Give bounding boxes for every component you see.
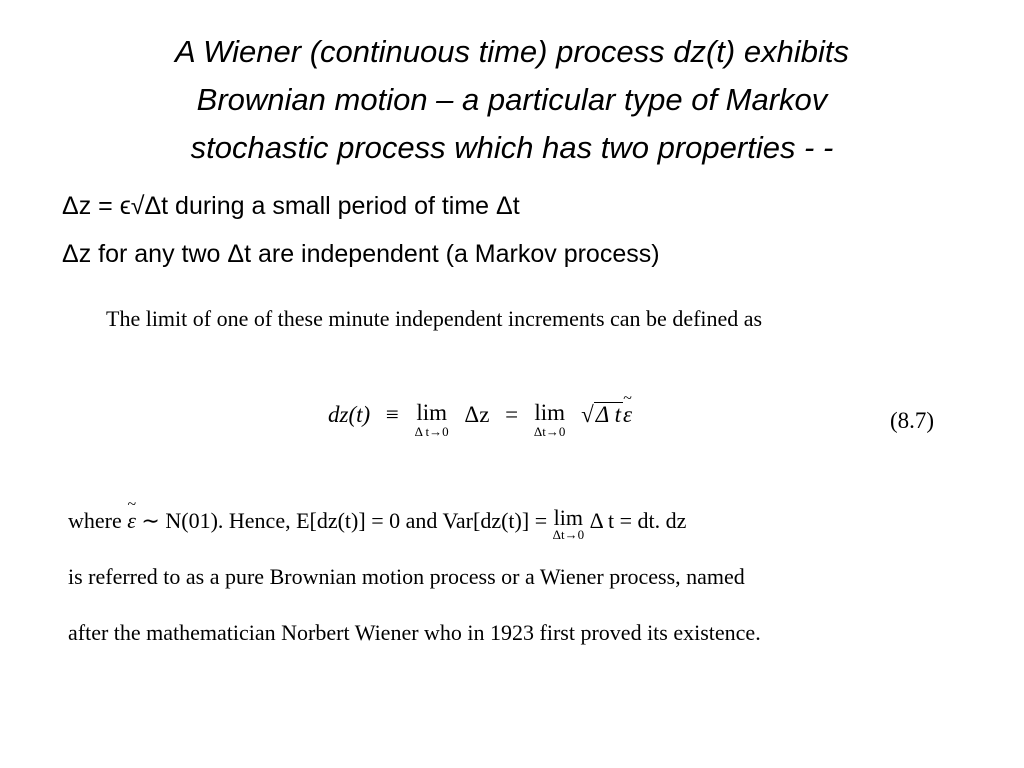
limit-subscript: Δt→0 xyxy=(552,527,585,542)
limit-operator-2 xyxy=(534,402,565,440)
bullet-item: Δz = ϵ√Δt during a small period of time Δt xyxy=(62,192,520,220)
paragraph-line: after the mathematician Norbert Wiener who in 1923 first proved its existence. xyxy=(68,620,761,645)
sqrt-argument: Δ t xyxy=(595,402,621,427)
equals-symbol: = xyxy=(505,402,519,427)
title-line: Brownian motion – a particular type of Markov xyxy=(196,82,828,117)
equation-lhs: dz(t) xyxy=(328,402,371,427)
title-line: A Wiener (continuous time) process dz(t) exhibits xyxy=(175,34,849,69)
slide-title xyxy=(60,28,964,172)
limit-subscript: Δ t→0 xyxy=(414,424,449,439)
paragraph-line xyxy=(68,505,687,542)
epsilon-tilde: ~ ε xyxy=(127,508,136,534)
delta-z: Δz xyxy=(464,402,490,427)
text-span: Δ t = dt. dz xyxy=(584,508,687,533)
textbook-intro: The limit of one of these minute independent increments can be defined as xyxy=(106,306,763,331)
text-span: where xyxy=(68,508,128,533)
radical-sign: √ xyxy=(581,402,594,427)
limit-word: lim xyxy=(416,400,447,425)
text-span: ∼ N(01). Hence, E[dz(t)] = 0 and Var[dz(t)] = xyxy=(135,508,553,533)
limit-operator xyxy=(552,505,585,542)
limit-word: lim xyxy=(553,505,584,530)
title-line: stochastic process which has two properties - - xyxy=(190,130,834,165)
limit-subscript: Δt→0 xyxy=(533,424,566,439)
bullet-list xyxy=(62,188,962,284)
paragraph-line: is referred to as a pure Brownian motion process or a Wiener process, named xyxy=(68,564,745,589)
limit-operator xyxy=(415,402,449,440)
limit-word: lim xyxy=(534,400,565,425)
epsilon-tilde: ~ ε xyxy=(623,402,632,428)
equiv-symbol: ≡ xyxy=(385,402,399,427)
bullet-item: Δz for any two Δt are independent (a Markov process) xyxy=(62,240,660,268)
wiener-equation xyxy=(328,402,642,440)
equation-number: (8.7) xyxy=(890,408,935,433)
sqrt-expression xyxy=(581,402,632,428)
